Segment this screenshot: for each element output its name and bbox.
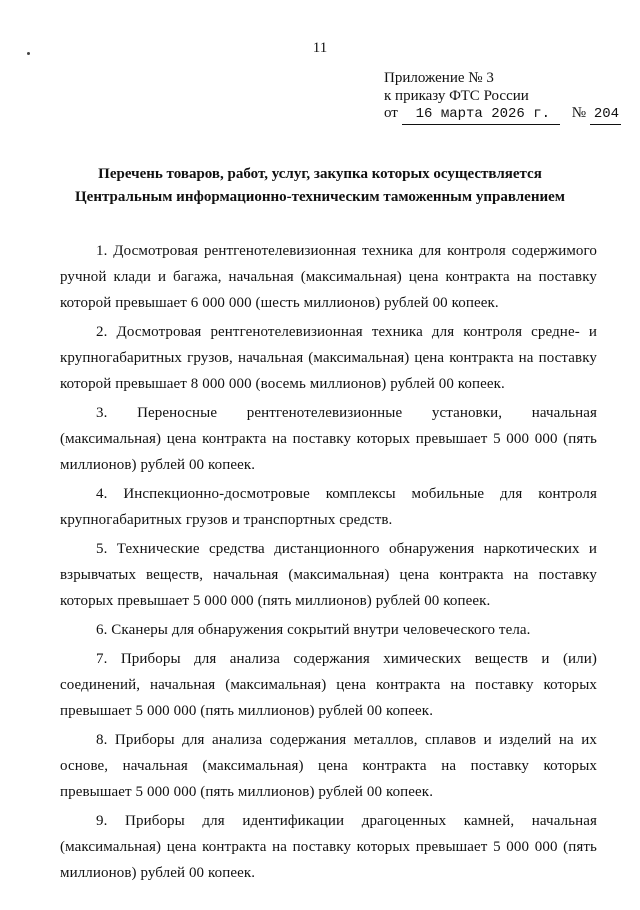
appendix-order-ref: к приказу ФТС России [384, 87, 529, 104]
list-item: 6. Сканеры для обнаружения сокрытий внутри человеческого тела. [96, 622, 531, 638]
title-line-2: Центральным информационно-техническим таможенным управлением [75, 189, 565, 205]
list-item: 4. Инспекционно-досмотровые комплексы мобильные для контроля крупногабаритных грузов и транспортных средств. [60, 486, 597, 528]
appendix-date-line [384, 105, 621, 125]
appendix-title: Приложение № 3 [384, 70, 494, 86]
list-item: 5. Технические средства дистанционного обнаружения наркотических и взрывчатых веществ, начальная (максимальная) цена контракта на поставку которых превышает 5 000 000 (пять миллионов) рублей 00 копеек. [60, 541, 597, 609]
items-list [60, 238, 597, 889]
list-item: 1. Досмотровая рентгенотелевизионная техника для контроля содержимого ручной клади и багажа, начальная (максимальная) цена контракта на поставку которой превышает 6 000 000 (шесть миллионов) рублей 00 копеек. [60, 243, 597, 311]
date-value: 16 марта 2026 г. [402, 106, 560, 125]
number-prefix: № [571, 105, 587, 121]
date-prefix: от [384, 105, 398, 121]
order-number: 204 [590, 106, 621, 125]
list-item: 7. Приборы для анализа содержания химических веществ и (или) соединений, начальная (максимальная) цена контракта на поставку которых превышает 5 000 000 (пять миллионов) рублей 00 копеек. [60, 651, 597, 719]
appendix-header [384, 70, 621, 125]
list-item: 9. Приборы для идентификации драгоценных камней, начальная (максимальная) цена контракта на поставку которых превышает 5 000 000 (пять миллионов) рублей 00 копеек. [60, 813, 597, 881]
list-item: 2. Досмотровая рентгенотелевизионная техника для контроля средне- и крупногабаритных грузов, начальная (максимальная) цена контракта на поставку которой превышает 8 000 000 (восемь миллионов) рублей 00 копеек. [60, 324, 597, 392]
document-title [0, 163, 640, 209]
list-item: 3. Переносные рентгенотелевизионные установки, начальная (максимальная) цена контракта на поставку которых превышает 5 000 000 (пять миллионов) рублей 00 копеек. [60, 405, 597, 473]
list-item: 8. Приборы для анализа содержания металлов, сплавов и изделий на их основе, начальная (максимальная) цена контракта на поставку которых превышает 5 000 000 (пять миллионов) рублей 00 копеек. [60, 732, 597, 800]
title-line-1: Перечень товаров, работ, услуг, закупка которых осуществляется [98, 166, 542, 182]
page-number: 11 [312, 40, 328, 56]
